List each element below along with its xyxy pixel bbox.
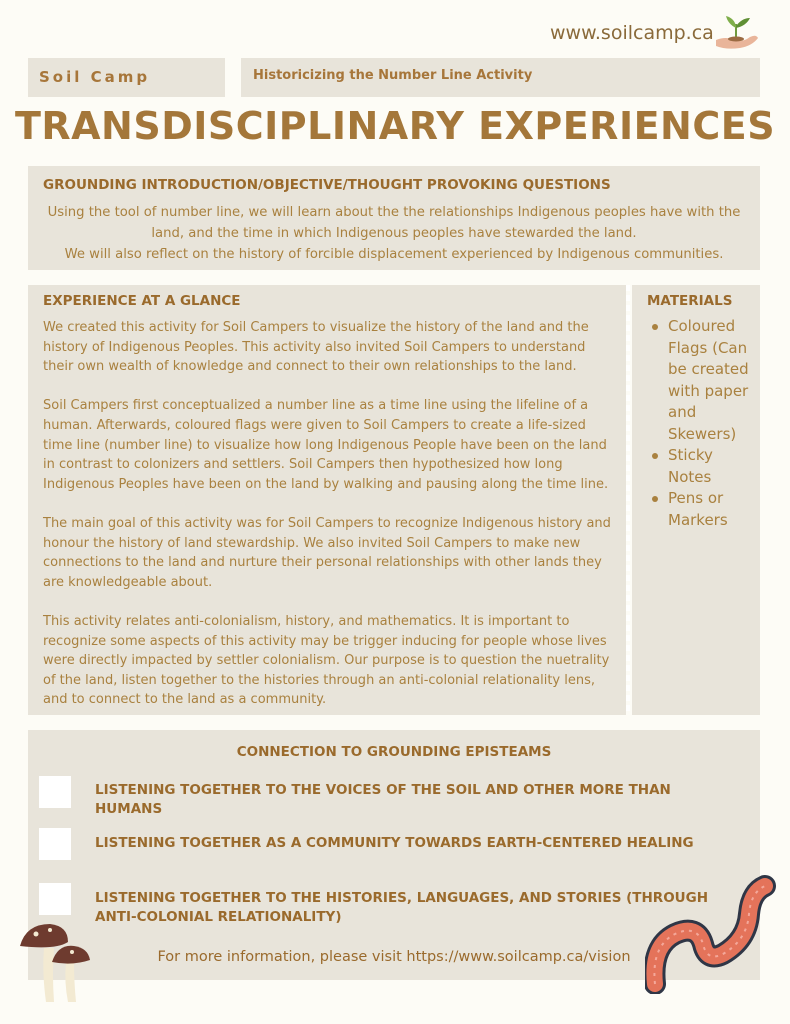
mushroom-icon	[16, 918, 96, 1003]
episteam-item-1: LISTENING TOGETHER TO THE VOICES OF THE SOIL AND OTHER MORE THAN HUMANS	[95, 782, 671, 817]
glance-paragraph: We created this activity for Soil Campers to visualize the history of the land and the history of Indigenous Peoples. This activity also invited Soil Campers to understand their own wealth of knowledge and connect to their own relationships to the land.	[43, 320, 589, 375]
program-tag: Soil Camp	[28, 58, 225, 97]
checkbox-1[interactable]	[39, 776, 71, 808]
intro-line: Using the tool of number line, we will learn about the the relationships Indigenous peoples have with the	[47, 205, 741, 220]
dotted-divider	[626, 285, 630, 715]
site-url[interactable]: www.soilcamp.ca	[550, 22, 714, 44]
list-item: Sticky Notes	[652, 445, 760, 488]
intro-section	[28, 166, 760, 270]
checkbox-3[interactable]	[39, 883, 71, 915]
glance-section	[28, 285, 626, 715]
episteam-item-2: LISTENING TOGETHER AS A COMMUNITY TOWARDS EARTH-CENTERED HEALING	[95, 835, 694, 851]
intro-heading: GROUNDING INTRODUCTION/OBJECTIVE/THOUGHT PROVOKING QUESTIONS	[43, 177, 611, 193]
intro-line: We will also reflect on the history of forcible displacement experienced by Indigenous communities.	[64, 247, 724, 262]
materials-list	[652, 316, 760, 531]
glance-heading: EXPERIENCE AT A GLANCE	[43, 293, 241, 309]
glance-paragraph: This activity relates anti-colonialism, history, and mathematics. It is important to recognize some aspects of this activity may be trigger inducing for people whose lives were directly impacted by settler colonialism. Our purpose is to question the nuetrality of the land, listen together to the histories through an anti-colonial relationality lens, and to connect to the land as a community.	[43, 613, 610, 708]
glance-paragraph: Soil Campers first conceptualized a number line as a time line using the lifeline of a human. Afterwards, coloured flags were given to Soil Campers to create a life-sized time line (number line) to visualize how long Indigenous People have been on the land in contrast to colonizers and settlers. Soil Campers then hypothesized how long Indigenous Peoples have been on the land by walking and pausing along the time line.	[43, 398, 609, 492]
list-item: Pens or Markers	[652, 488, 760, 531]
materials-section	[632, 285, 760, 715]
materials-heading: MATERIALS	[647, 293, 733, 309]
glance-paragraph: The main goal of this activity was for Soil Campers to recognize Indigenous history and honour the history of land stewardship. We also invited Soil Campers to make new connections to the land and nurture their personal relationships with other lands they are knowledgeable about.	[43, 515, 611, 590]
intro-line: land, and the time in which Indigenous peoples have stewarded the land.	[151, 226, 637, 241]
earthworm-icon	[645, 874, 783, 994]
activity-tag: Historicizing the Number Line Activity	[241, 58, 760, 97]
episteams-heading: CONNECTION TO GROUNDING EPISTEAMS	[236, 744, 552, 760]
episteam-item-3: LISTENING TOGETHER TO THE HISTORIES, LANGUAGES, AND STORIES (THROUGH ANTI-COLONIAL RELATIONALITY)	[95, 890, 709, 925]
checkbox-2[interactable]	[39, 828, 71, 860]
intro-text	[38, 202, 750, 265]
glance-body	[43, 318, 612, 729]
more-info-text: For more information, please visit https://www.soilcamp.ca/vision	[157, 949, 631, 965]
list-item: Coloured Flags (Can be created with paper and Skewers)	[652, 316, 760, 445]
page-title: TRANSDISCIPLINARY EXPERIENCES	[14, 104, 776, 148]
hand-seedling-icon	[712, 10, 762, 50]
